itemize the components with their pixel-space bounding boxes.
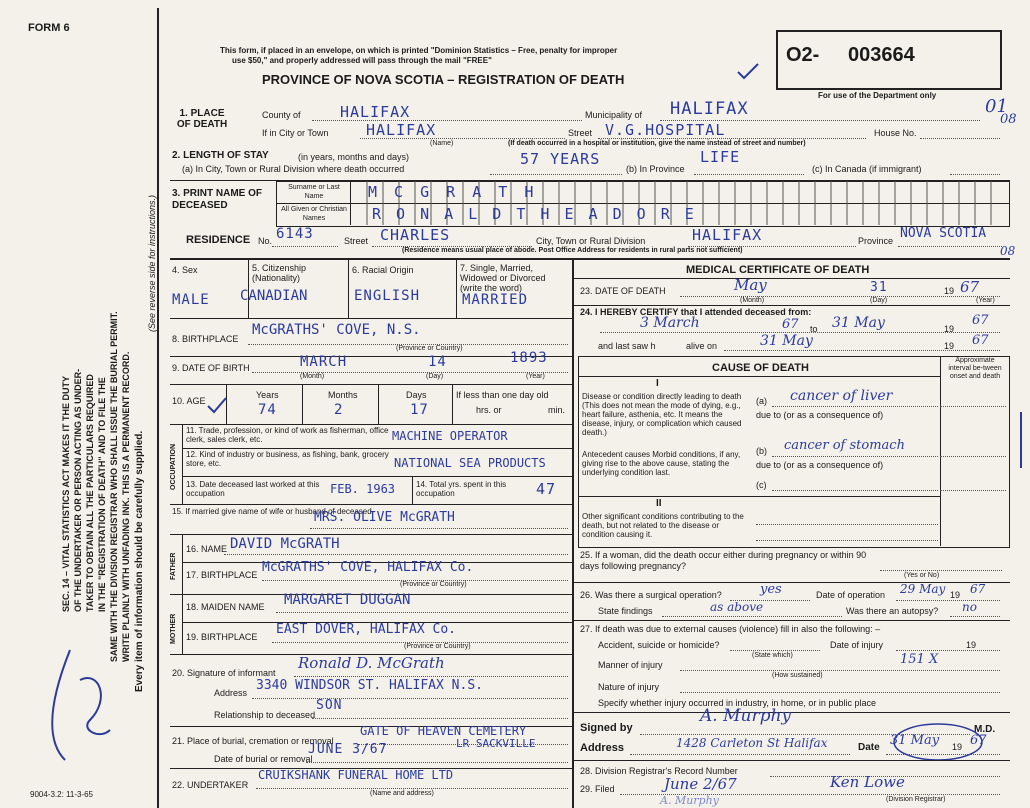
- stay-city-label: (a) In City, Town or Rural Division where death occurred: [182, 164, 405, 174]
- doctor-date-label: Date: [858, 742, 880, 753]
- surgical-value: yes: [760, 582, 782, 597]
- informant-signature: Ronald D. McGrath: [298, 654, 445, 672]
- county-value: HALIFAX: [340, 103, 411, 121]
- mother-maiden-label: 18. MAIDEN NAME: [186, 602, 265, 612]
- op-year-value: 67: [970, 582, 986, 596]
- section-i: I: [656, 378, 659, 389]
- municipality-label: Municipality of: [585, 110, 643, 120]
- citizenship-label: 5. Citizenship (Nationality): [252, 263, 307, 283]
- residence-province-label: Province: [858, 236, 894, 246]
- age-months-label: Months: [328, 390, 358, 400]
- dept-code-1: 01: [985, 96, 1008, 117]
- father-birthplace-value: McGRATHS' COVE, HALIFAX Co.: [262, 560, 474, 575]
- father-name-value: DAVID McGRATH: [230, 536, 340, 552]
- less-than-day-label: If less than one day old: [456, 390, 549, 400]
- op-date-label: Date of operation: [816, 590, 886, 600]
- pregnancy-label: 25. If a woman, did the death occur either during pregnancy or within 90 days following pregnancy?: [580, 550, 867, 571]
- min-label: min.: [548, 405, 566, 415]
- signature-scribble: [890, 716, 990, 766]
- certify-label: 24. I HEREBY CERTIFY that I attended deceased from:: [580, 307, 812, 317]
- surgical-label: 26. Was there a surgical operation?: [580, 590, 722, 600]
- age-years-value: 74: [258, 402, 277, 418]
- spouse-value: MRS. OLIVE McGRATH: [314, 510, 455, 525]
- form-title: PROVINCE OF NOVA SCOTIA – REGISTRATION OF DEATH: [262, 72, 625, 87]
- dob-day-value: 14: [428, 354, 447, 370]
- nature-label: Nature of injury: [598, 682, 660, 692]
- county-label: County of: [262, 110, 301, 120]
- state-which-note: (State which): [752, 652, 793, 659]
- due-to-b: due to (or as a consequence of): [756, 460, 884, 470]
- death-year-prefix: 19: [944, 286, 955, 296]
- doctor-address-value: 1428 Carleton St Halifax: [676, 736, 828, 750]
- autopsy-label: Was there an autopsy?: [846, 606, 939, 616]
- age-days-label: Days: [406, 390, 427, 400]
- mother-birthplace-label: 19. BIRTHPLACE: [186, 632, 258, 642]
- how-sustained-note: (How sustained): [772, 672, 823, 679]
- registrar-note: (Division Registrar): [886, 796, 946, 803]
- due-to-a: due to (or as a consequence of): [756, 410, 884, 420]
- specify-label: Specify whether injury occurred in industry, in home, or in public place: [598, 698, 876, 708]
- father-birthplace-label: 17. BIRTHPLACE: [186, 570, 258, 580]
- death-day-note: (Day): [870, 297, 888, 304]
- check-mark-icon: [736, 62, 760, 82]
- yes-no-note: (Yes or No): [904, 572, 940, 579]
- sidebar-line-1: SEC. 14 – VITAL STATISTICS ACT MAKES IT THE DUTY: [61, 375, 71, 612]
- mother-maiden-value: MARGARET DUGGAN: [284, 592, 411, 608]
- reg-prefix: O2-: [786, 44, 820, 66]
- spouse-label: 15. If married give name of wife or husband of deceased: [172, 507, 372, 516]
- city-label: If in City or Town: [262, 128, 329, 138]
- notice-line-1: This form, if placed in an envelope, on which is printed "Dominion Statistics – Free, penalty for improper: [220, 46, 618, 55]
- surname-value: M C G R A T H: [368, 183, 538, 201]
- accident-label: Accident, suicide or homicide?: [598, 640, 720, 650]
- residence-city-value: HALIFAX: [692, 226, 763, 244]
- instructions-sidebar: [52, 12, 157, 702]
- doctor-date-value: 31 May: [890, 733, 940, 748]
- death-month-note: (Month): [740, 297, 765, 304]
- doctor-address-label: Address: [580, 742, 625, 754]
- street-value: V.G.HOSPITAL: [605, 121, 726, 139]
- age-days-value: 17: [410, 402, 429, 418]
- interval-heading: Approximate interval be-tween onset and death: [948, 357, 1002, 380]
- sidebar-line-8: (See reverse side for instructions.): [147, 194, 157, 332]
- cause-c-label: (c): [756, 480, 767, 490]
- undertaker-value: CRUIKSHANK FUNERAL HOME LTD: [258, 768, 454, 782]
- doctor-year-prefix: 19: [952, 742, 963, 752]
- manner-value: 151 X: [900, 652, 939, 667]
- sidebar-line-5: SAME WITH THE DIVISION REGISTRAR WHO SHALL ISSUE THE BURIAL PERMIT.: [109, 311, 119, 662]
- sex-value: MALE: [172, 292, 210, 308]
- antecedent-label: Antecedent causes Morbid conditions, if any, giving rise to the above cause, stating the underlying condition last.: [582, 450, 741, 477]
- last-saw-year: 67: [972, 333, 989, 348]
- racial-value: ENGLISH: [354, 288, 421, 304]
- left-border: [157, 8, 159, 808]
- doctor-year-value: 67: [970, 733, 987, 748]
- trade-label: 11. Trade, profession, or kind of work as fisherman, office clerk, sales clerk, etc.: [186, 426, 389, 444]
- deceased-heading: 3. PRINT NAME OF DECEASED: [172, 188, 263, 211]
- occupation-side-label: OCCUPATION: [170, 443, 177, 490]
- autopsy-value: no: [962, 600, 977, 614]
- filed-value: June 2/67: [664, 775, 737, 793]
- sex-label: 4. Sex: [172, 265, 198, 275]
- cause-heading: CAUSE OF DEATH: [712, 362, 809, 374]
- age-label: 10. AGE: [172, 396, 206, 406]
- burial-place-label: 21. Place of burial, cremation or removal: [172, 736, 334, 746]
- city-value: HALIFAX: [366, 121, 437, 139]
- stay-province-label: (b) In Province: [626, 164, 685, 174]
- residence-street-label: Street: [344, 236, 369, 246]
- informant-address-value: 3340 WINDSOR ST. HALIFAX N.S.: [256, 678, 483, 693]
- attend-from-value: 3 March: [640, 315, 700, 331]
- dob-day-note: (Day): [426, 373, 444, 380]
- filed-note: A. Murphy: [660, 794, 719, 807]
- age-check-mark-icon: [206, 396, 228, 416]
- cause-a-value: cancer of liver: [790, 388, 893, 404]
- filed-label: 29. Filed: [580, 784, 615, 794]
- informant-sig-label: 20. Signature of informant: [172, 668, 276, 678]
- notice-line-2: use $50," and properly addressed will pass through the mail "FREE": [232, 56, 492, 65]
- mother-side-label: MOTHER: [170, 613, 177, 644]
- relationship-label: Relationship to deceased: [214, 710, 316, 720]
- given-label: All Given or Christian Names: [281, 206, 347, 222]
- burial-place-value-2: LR SACKVILLE: [456, 737, 536, 750]
- municipality-value: HALIFAX: [670, 99, 749, 119]
- industry-value: NATIONAL SEA PRODUCTS: [394, 456, 546, 470]
- dob-year-value: 1893: [510, 350, 548, 366]
- burial-place-value: GATE OF HEAVEN CEMETERY: [360, 724, 527, 738]
- findings-label: State findings: [598, 606, 653, 616]
- residence-note: (Residence means usual place of abode. Post Office Address for residents in rural parts not sufficient): [402, 247, 743, 254]
- hospital-note: (If death occurred in a hospital or institution, give the name instead of street and number): [508, 140, 806, 147]
- residence-city-label: City, Town or Rural Division: [536, 236, 646, 246]
- dob-month-note: (Month): [300, 373, 325, 380]
- footer-code: 9004-3.2: 11-3-65: [30, 790, 94, 799]
- total-years-value: 47: [536, 480, 557, 498]
- industry-label: 12. Kind of industry or business, as fishing, bank, grocery store, etc.: [186, 450, 389, 468]
- residence-no-label: No.: [258, 236, 273, 246]
- section-ii: II: [656, 498, 662, 509]
- registrar-signature: Ken Lowe: [830, 773, 905, 791]
- margin-tick-icon: [1014, 410, 1028, 470]
- last-worked-value: FEB. 1963: [330, 482, 396, 496]
- stay-city-value: 57 YEARS: [520, 150, 601, 168]
- total-years-label: 14. Total yrs. spent in this occupation: [416, 480, 507, 498]
- date-of-death-label: 23. DATE OF DEATH: [580, 286, 666, 296]
- attend-to-year: 67: [972, 313, 989, 328]
- dob-month-value: MARCH: [300, 354, 348, 370]
- attend-to-value: 31 May: [832, 315, 885, 331]
- last-saw-value: 31 May: [760, 333, 813, 349]
- other-conditions-label: Other significant conditions contributing to the death, but not related to the disease or condition causing it.: [582, 512, 744, 539]
- marital-label: 7. Single, Married, Widowed or Divorced (write the word): [460, 263, 546, 293]
- death-year-note: (Year): [976, 297, 995, 304]
- surname-label: Surname or Last Name: [288, 184, 340, 200]
- registrar-number-label: 28. Division Registrar's Record Number: [580, 766, 738, 776]
- attend-year-prefix: 19: [944, 324, 955, 334]
- birthplace-value: McGRATHS' COVE, N.S.: [252, 322, 421, 338]
- injury-date-label: Date of injury: [830, 640, 884, 650]
- undertaker-note: (Name and address): [370, 790, 434, 797]
- signed-by-value: A. Murphy: [700, 706, 792, 726]
- sidebar-line-7: Every item of information should be carefully supplied.: [134, 430, 145, 692]
- house-label: House No.: [874, 128, 917, 138]
- dob-year-note: (Year): [526, 373, 545, 380]
- burial-date-value: JUNE 3/67: [308, 742, 388, 757]
- residence-no-value: 6143: [276, 226, 314, 242]
- stay-province-value: LIFE: [700, 148, 741, 166]
- attend-from-year: 67: [782, 317, 799, 332]
- death-year-value: 67: [960, 278, 980, 296]
- last-saw-year-prefix: 19: [944, 341, 955, 351]
- birthplace-note: (Province or Country): [396, 345, 463, 352]
- street-label: Street: [568, 128, 593, 138]
- manner-label: Manner of injury: [598, 660, 663, 670]
- sidebar-line-2: OF THE UNDERTAKER OR PERSON ACTING AS UNDER-: [73, 368, 83, 612]
- op-date-value: 29 May: [900, 582, 946, 596]
- to-label: to: [810, 324, 818, 334]
- sidebar-line-3: TAKER TO OBTAIN ALL THE PARTICULARS REQUIRED: [85, 374, 95, 612]
- residence-heading: RESIDENCE: [186, 234, 251, 246]
- immediate-label: Disease or condition directly leading to death (This does not mean the mode of dying, e.g., heart failure, asthenia, etc. It means the disease, injury, or complication which caused death.): [582, 392, 742, 437]
- given-value: R O N A L D T H E A D O R E: [372, 205, 697, 223]
- dept-note: For use of the Department only: [818, 91, 937, 100]
- alive-label: alive on: [686, 341, 718, 351]
- undertaker-label: 22. UNDERTAKER: [172, 780, 249, 790]
- trade-value: MACHINE OPERATOR: [392, 429, 508, 443]
- death-day-value: 31: [870, 280, 888, 295]
- father-name-label: 16. NAME: [186, 544, 228, 554]
- stay-canada-label: (c) In Canada (if immigrant): [812, 164, 922, 174]
- findings-value: as above: [710, 600, 764, 614]
- cause-a-label: (a): [756, 396, 767, 406]
- cause-b-value: cancer of stomach: [784, 438, 905, 453]
- last-worked-label: 13. Date deceased last worked at this occupation: [186, 480, 320, 498]
- stay-heading-note: (in years, months and days): [298, 152, 410, 162]
- informant-address-label: Address: [214, 688, 248, 698]
- racial-label: 6. Racial Origin: [352, 265, 414, 275]
- citizenship-value: CANADIAN: [240, 288, 308, 304]
- op-year-prefix: 19: [950, 590, 961, 600]
- age-months-value: 2: [334, 402, 344, 418]
- last-saw-label: and last saw h: [598, 341, 656, 351]
- death-month-value: May: [734, 276, 767, 294]
- mother-birthplace-value: EAST DOVER, HALIFAX Co.: [276, 622, 457, 637]
- sidebar-scribble: [40, 640, 130, 770]
- name-note: (Name): [430, 140, 454, 147]
- form-number: FORM 6: [28, 22, 70, 34]
- sidebar-line-6: WRITE PLAINLY WITH UNFADING INK. THIS IS A PERMANENT RECORD.: [121, 351, 131, 662]
- sidebar-line-4: IN THE "REGISTRATION OF DEATH" AND TO FILE THE: [97, 377, 107, 612]
- father-side-label: FATHER: [170, 552, 177, 580]
- place-heading: 1. PLACE OF DEATH: [176, 108, 228, 130]
- external-label: 27. If death was due to external causes (violence) fill in also the following: –: [580, 624, 881, 634]
- mother-birthplace-note: (Province or Country): [404, 643, 471, 650]
- residence-province-value: NOVA SCOTIA: [900, 226, 987, 241]
- father-birthplace-note: (Province or Country): [400, 581, 467, 588]
- burial-date-label: Date of burial or removal: [214, 754, 313, 764]
- signed-by-label: Signed by: [580, 722, 633, 734]
- dept-code-3: 08: [1000, 244, 1016, 258]
- relationship-value: SON: [316, 698, 343, 713]
- residence-street-value: CHARLES: [380, 226, 451, 244]
- injury-year-prefix: 19: [966, 640, 977, 650]
- cause-b-label: (b): [756, 446, 767, 456]
- md-label: M.D.: [974, 724, 996, 735]
- dob-label: 9. DATE OF BIRTH: [172, 363, 250, 373]
- age-years-label: Years: [256, 390, 279, 400]
- dept-code-2: 08: [1000, 112, 1017, 127]
- medical-heading: MEDICAL CERTIFICATE OF DEATH: [686, 264, 870, 276]
- marital-value: MARRIED: [462, 292, 529, 308]
- hrs-label: hrs. or: [476, 405, 502, 415]
- stay-heading: 2. LENGTH OF STAY: [172, 150, 269, 161]
- birthplace-label: 8. BIRTHPLACE: [172, 334, 239, 344]
- reg-number: 003664: [848, 44, 915, 66]
